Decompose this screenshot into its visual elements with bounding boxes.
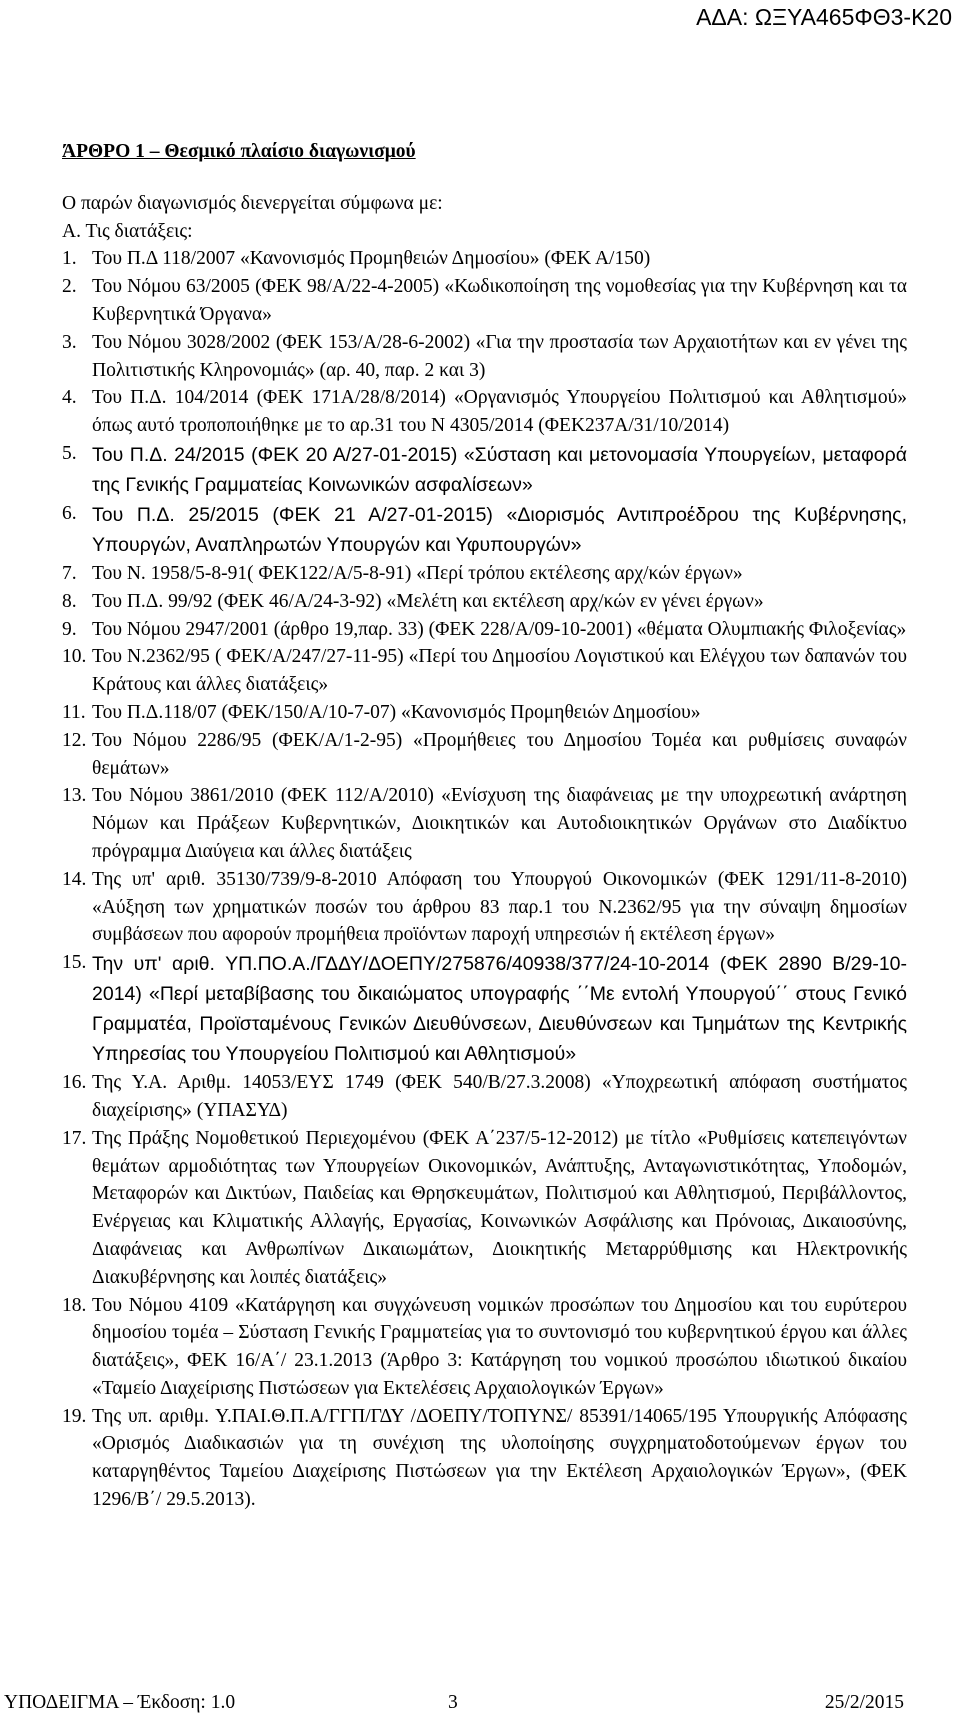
- item-number: 1.: [62, 248, 77, 270]
- item-number: 6.: [62, 502, 77, 524]
- item-text: Του Νόμου 2947/2001 (άρθρο 19,παρ. 33) (ΦΕΚ 228/Α/09-10-2001) «θέματα Ολυμπιακής Φιλοξενίας»: [92, 618, 907, 640]
- list-item: [62, 1069, 907, 1125]
- item-text: Της Υ.Α. Αριθμ. 14053/ΕΥΣ 1749 (ΦΕΚ 540/Β/27.3.2008) «Υποχρεωτική απόφαση συστήματος διαχείρισης» (ΥΠΑΣΥΔ): [92, 1072, 907, 1121]
- item-text: Του Νόμου 3028/2002 (ΦΕΚ 153/Α/28-6-2002) «Για την προστασία των Αρχαιοτήτων και εν γένει της Πολιτιστικής Κληρονομιάς» (αρ. 40, παρ. 2 και 3): [92, 331, 907, 381]
- item-number: 2.: [62, 276, 77, 298]
- item-text: Του Π.Δ. 24/2015 (ΦΕΚ 20 Α/27-01-2015) «Σύσταση και μετονομασία Υπουργείων, μεταφορά της Γενικής Γραμματείας Κοινωνικών ασφαλίσεων»: [92, 443, 907, 496]
- footer-date: 25/2/2015: [824, 1692, 904, 1713]
- list-item: [62, 329, 907, 385]
- item-number: 10.: [62, 646, 87, 668]
- article-title: ΆΡΘΡΟ 1 – Θεσμικό πλαίσιο διαγωνισμού: [62, 141, 416, 162]
- item-text: Του Π.Δ.118/07 (ΦΕΚ/150/Α/10-7-07) «Κανονισμός Προμηθειών Δημοσίου»: [92, 701, 701, 723]
- list-item: [62, 643, 907, 699]
- footer-version: ΥΠΟΔΕΙΓΜΑ – Έκδοση: 1.0: [4, 1692, 236, 1713]
- provisions-list: [62, 245, 907, 1513]
- list-item: [62, 440, 907, 500]
- document-body: [62, 138, 907, 1514]
- item-number: 11.: [62, 701, 86, 723]
- item-text: Της υπ' αριθ. 35130/739/9-8-2010 Απόφαση του Υπουργού Οικονομικών (ΦΕΚ 1291/11-8-2010) «Αύξηση των χρηματικών ποσών του άρθρου 83 παρ.1 του Ν.2362/95 για την σύναψη δημοσίων συμβάσεων που αφορούν προμήθεια προϊόντων παροχή υπηρεσιών ή εκτέλεση έργων»: [92, 868, 907, 946]
- item-number: 14.: [62, 868, 87, 890]
- list-item: [62, 727, 907, 783]
- list-item: [62, 949, 907, 1069]
- item-text: Του Π.Δ. 25/2015 (ΦΕΚ 21 Α/27-01-2015) «Διορισμός Αντιπροέδρου της Κυβέρνησης, Υπουργών, Αναπληρωτών Υπουργών και Υφυπουργών»: [92, 503, 907, 556]
- item-number: 16.: [62, 1072, 87, 1094]
- item-number: 8.: [62, 590, 77, 612]
- item-number: 7.: [62, 562, 77, 584]
- list-item: [62, 1292, 907, 1403]
- item-text: Του Π.Δ. 99/92 (ΦΕΚ 46/Α/24-3-92) «Μελέτη και εκτέλεση αρχ/κών εν γένει έργων»: [92, 590, 764, 612]
- list-item: [62, 616, 907, 644]
- item-number: 9.: [62, 618, 77, 640]
- item-number: 15.: [62, 952, 87, 974]
- list-item: [62, 500, 907, 560]
- list-item: [62, 866, 907, 949]
- item-number: 5.: [62, 442, 77, 464]
- item-text: Της υπ. αριθμ. Υ.ΠΑΙ.Θ.Π.Α/ΓΓΠ/ΓΔΥ /ΔΟΕΠΥ/ΤΟΠΥΝΣ/ 85391/14065/195 Υπουργικής Απόφασης «Ορισμός Διαδικασιών για τη συνέχιση της υλοποίησης συγχρηματοδοτούμενων έργων του καταργηθέντος Ταμείου Διαχείρισης Πιστώσεων για την Εκτέλεση Αρχαιολογικών Έργων», (ΦΕΚ 1296/Β΄/ 29.5.2013).: [92, 1405, 907, 1511]
- item-number: 13.: [62, 785, 87, 807]
- item-text: Του Π.Δ 118/2007 «Κανονισμός Προμηθειών Δημοσίου» (ΦΕΚ Α/150): [92, 248, 651, 270]
- item-number: 19.: [62, 1405, 87, 1427]
- item-text: Του Νόμου 4109 «Κατάργηση και συγχώνευση νομικών προσώπων του Δημοσίου και του ευρύτερου δημοσίου τομέα – Σύσταση Γενικής Γραμματείας για το συντονισμό του κυβερνητικού έργου και άλλες διατάξεις», ΦΕΚ 16/Α΄/ 23.1.2013 (Άρθρο 3: Κατάργηση του νομικού προσώπου ιδιωτικού δικαίου «Ταμείο Διαχείρισης Πιστώσεων για Εκτελέσεις Αρχαιολογικών Έργων»: [92, 1294, 907, 1399]
- list-item: [62, 699, 907, 727]
- list-item: [62, 384, 907, 440]
- item-text: Του Ν.2362/95 ( ΦΕΚ/Α/247/27-11-95) «Περί του Δημοσίου Λογιστικού και Ελέγχου των δαπανών του Κράτους και άλλες διατάξεις»: [92, 646, 907, 696]
- list-item: [62, 782, 907, 865]
- intro-block: [62, 190, 907, 246]
- item-text: Του Π.Δ. 104/2014 (ΦΕΚ 171Α/28/8/2014) «Οργανισμός Υπουργείου Πολιτισμού και Αθλητισμού» όπως αυτό τροποποιήθηκε με το αρ.31 του Ν 4305/2014 (ΦΕΚ237Α/31/10/2014): [92, 387, 907, 437]
- item-number: 3.: [62, 331, 77, 353]
- item-number: 4.: [62, 387, 77, 409]
- item-text: Του Νόμου 3861/2010 (ΦΕΚ 112/Α/2010) «Ενίσχυση της διαφάνειας με την υποχρεωτική ανάρτηση Νόμων και Πράξεων Κυβερνητικών, Διοικητικών και Αυτοδιοικητικών Οργάνων στο Διαδίκτυο πρόγραμμα Διαύγεια και άλλες διατάξεις: [92, 785, 907, 862]
- item-number: 18.: [62, 1294, 87, 1316]
- page-number: 3: [448, 1692, 458, 1713]
- item-text: Του Νόμου 2286/95 (ΦΕΚ/Α/1-2-95) «Προμήθειες του Δημοσίου Τομέα και ρυθμίσεις συναφών θεμάτων»: [92, 729, 907, 779]
- ada-code: ΑΔΑ: ΩΞΥΑ465ΦΘ3-Κ20: [696, 4, 952, 30]
- item-text: Την υπ' αριθ. ΥΠ.ΠΟ.Α./ΓΔΔΥ/ΔΟΕΠΥ/275876/40938/377/24-10-2014 (ΦΕΚ 2890 Β/29-10-2014) «Περί μεταβίβασης του δικαιώματος υπογραφής ΄΄Με εντολή Υπουργού΄΄ στους Γενικό Γραμματέα, Προϊσταμένους Γενικών Διευθύνσεων, Διευθύνσεων και Τμημάτων της Κεντρικής Υπηρεσίας του Υπουργείου Πολιτισμού και Αθλητισμού»: [92, 953, 907, 1066]
- item-text: Του Νόμου 63/2005 (ΦΕΚ 98/Α/22-4-2005) «Κωδικοποίηση της νομοθεσίας για την Κυβέρνηση και τα Κυβερνητικά Όργανα»: [92, 276, 907, 325]
- item-text: Της Πράξης Νομοθετικού Περιεχομένου (ΦΕΚ Α΄237/5-12-2012) με τίτλο «Ρυθμίσεις κατεπειγόντων θεμάτων αρμοδιότητας των Υπουργείων Οικονομικών, Ανάπτυξης, Ανταγωνιστικότητας, Υποδομών, Μεταφορών και Δικτύων, Παιδείας και Θρησκευμάτων, Πολιτισμού και Αθλητισμού, Περιβάλλοντος, Ενέργειας και Κλιματικής Αλλαγής, Εργασίας, Κοινωνικών Ασφάλισης και Πρόνοιας, Δικαιοσύνης, Διαφάνειας και Ανθρωπίνων Δικαιωμάτων, Διοικητικής Μεταρρύθμισης και Ηλεκτρονικής Διακυβέρνησης και λοιπές διατάξεις»: [92, 1127, 907, 1288]
- list-item: [62, 245, 907, 273]
- intro-text: Ο παρών διαγωνισμός διενεργείται σύμφωνα με:: [62, 192, 443, 214]
- list-item: [62, 1125, 907, 1292]
- list-item: [62, 588, 907, 616]
- list-item: [62, 560, 907, 588]
- item-number: 12.: [62, 729, 87, 751]
- intro-sub: Α. Τις διατάξεις:: [62, 220, 193, 242]
- item-number: 17.: [62, 1127, 87, 1149]
- item-text: Του Ν. 1958/5-8-91( ΦΕΚ122/Α/5-8-91) «Περί τρόπου εκτέλεσης αρχ/κών έργων»: [92, 562, 743, 584]
- list-item: [62, 1403, 907, 1514]
- list-item: [62, 273, 907, 329]
